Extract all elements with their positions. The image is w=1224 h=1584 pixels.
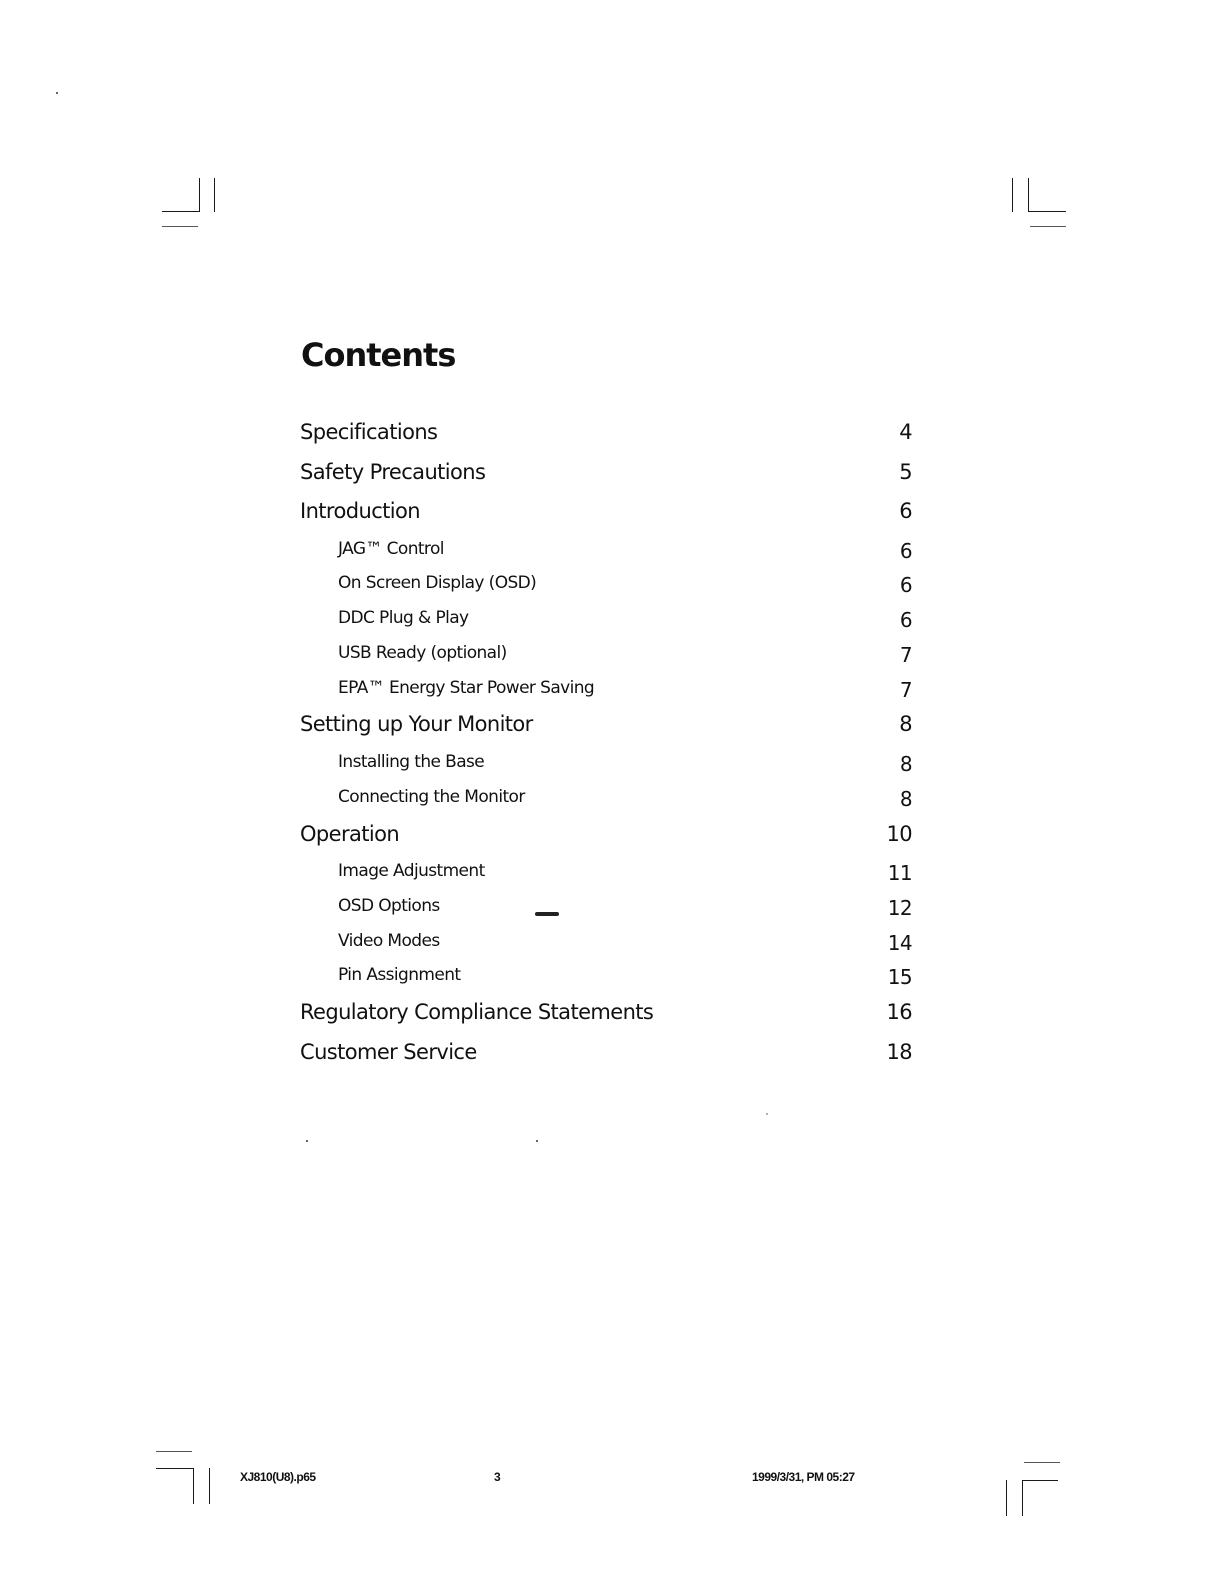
toc-subsection-entry	[300, 643, 912, 678]
toc-subsection-entry	[300, 608, 912, 643]
toc-entry-page: 6	[899, 538, 912, 563]
toc-section-entry	[300, 420, 912, 460]
toc-entry-page: 14	[887, 930, 912, 955]
toc-subsection-entry	[300, 861, 912, 896]
toc-entry-page: 7	[899, 642, 912, 667]
toc-entry-page: 8	[899, 751, 912, 776]
toc-entry-label: Specifications	[300, 420, 438, 444]
toc-entry-label: JAG™ Control	[338, 538, 444, 559]
toc-entry-label: Video Modes	[338, 930, 440, 951]
toc-entry-label: Setting up Your Monitor	[300, 712, 533, 737]
toc-subsection-entry	[300, 931, 912, 966]
toc-entry-page: 7	[899, 677, 912, 702]
toc-subsection-entry	[300, 678, 912, 713]
footer-page-number: 3	[494, 1470, 501, 1484]
toc-subsection-entry	[300, 752, 912, 787]
toc-entry-label: Operation	[300, 821, 400, 846]
toc-entry-label: Safety Precautions	[300, 459, 486, 484]
toc-entry-page: 6	[899, 573, 912, 598]
toc-entry-page: 8	[899, 786, 912, 811]
toc-entry-label: Connecting the Monitor	[338, 786, 525, 807]
toc-section-entry	[300, 1040, 912, 1080]
toc-subsection-entry	[300, 539, 912, 574]
toc-entry-page: 4	[899, 420, 912, 444]
toc-entry-label: USB Ready (optional)	[338, 642, 507, 663]
toc-section-entry	[300, 1000, 912, 1040]
toc-entry-label: OSD Options	[338, 895, 440, 916]
toc-subsection-entry	[300, 965, 912, 1000]
toc-entry-label: Introduction	[300, 499, 420, 523]
footer-filename: XJ810(U8).p65	[240, 1470, 316, 1484]
toc-entry-label: Pin Assignment	[338, 965, 461, 986]
toc-entry-page: 12	[887, 895, 912, 920]
toc-subsection-entry	[300, 896, 912, 931]
toc-entry-page: 10	[886, 821, 912, 846]
toc-section-entry	[300, 712, 912, 752]
toc-entry-label: On Screen Display (OSD)	[338, 573, 537, 594]
toc-entry-page: 11	[887, 861, 912, 886]
toc-entry-page: 15	[887, 965, 912, 990]
toc-entry-page: 16	[886, 1000, 912, 1025]
toc-entry-page: 8	[899, 712, 912, 737]
toc-section-entry	[300, 822, 912, 862]
toc-subsection-entry	[300, 787, 912, 822]
toc-entry-page: 6	[899, 608, 912, 633]
toc-subsection-entry	[300, 573, 912, 608]
toc-entry-label: DDC Plug & Play	[338, 608, 469, 629]
toc-entry-label: Installing the Base	[338, 751, 485, 772]
toc-entry-page: 5	[899, 459, 912, 484]
toc-entry-label: Customer Service	[300, 1039, 477, 1064]
toc-section-entry	[300, 499, 912, 539]
toc-entry-label: Image Adjustment	[338, 861, 485, 882]
toc-section-entry	[300, 460, 912, 500]
table-of-contents	[300, 420, 912, 1079]
toc-entry-page: 6	[899, 499, 912, 523]
toc-entry-label: Regulatory Compliance Statements	[300, 1000, 654, 1025]
footer-timestamp: 1999/3/31, PM 05:27	[752, 1470, 855, 1484]
page-title: Contents	[301, 336, 456, 374]
toc-entry-label: EPA™ Energy Star Power Saving	[338, 677, 595, 698]
toc-entry-page: 18	[886, 1039, 912, 1064]
